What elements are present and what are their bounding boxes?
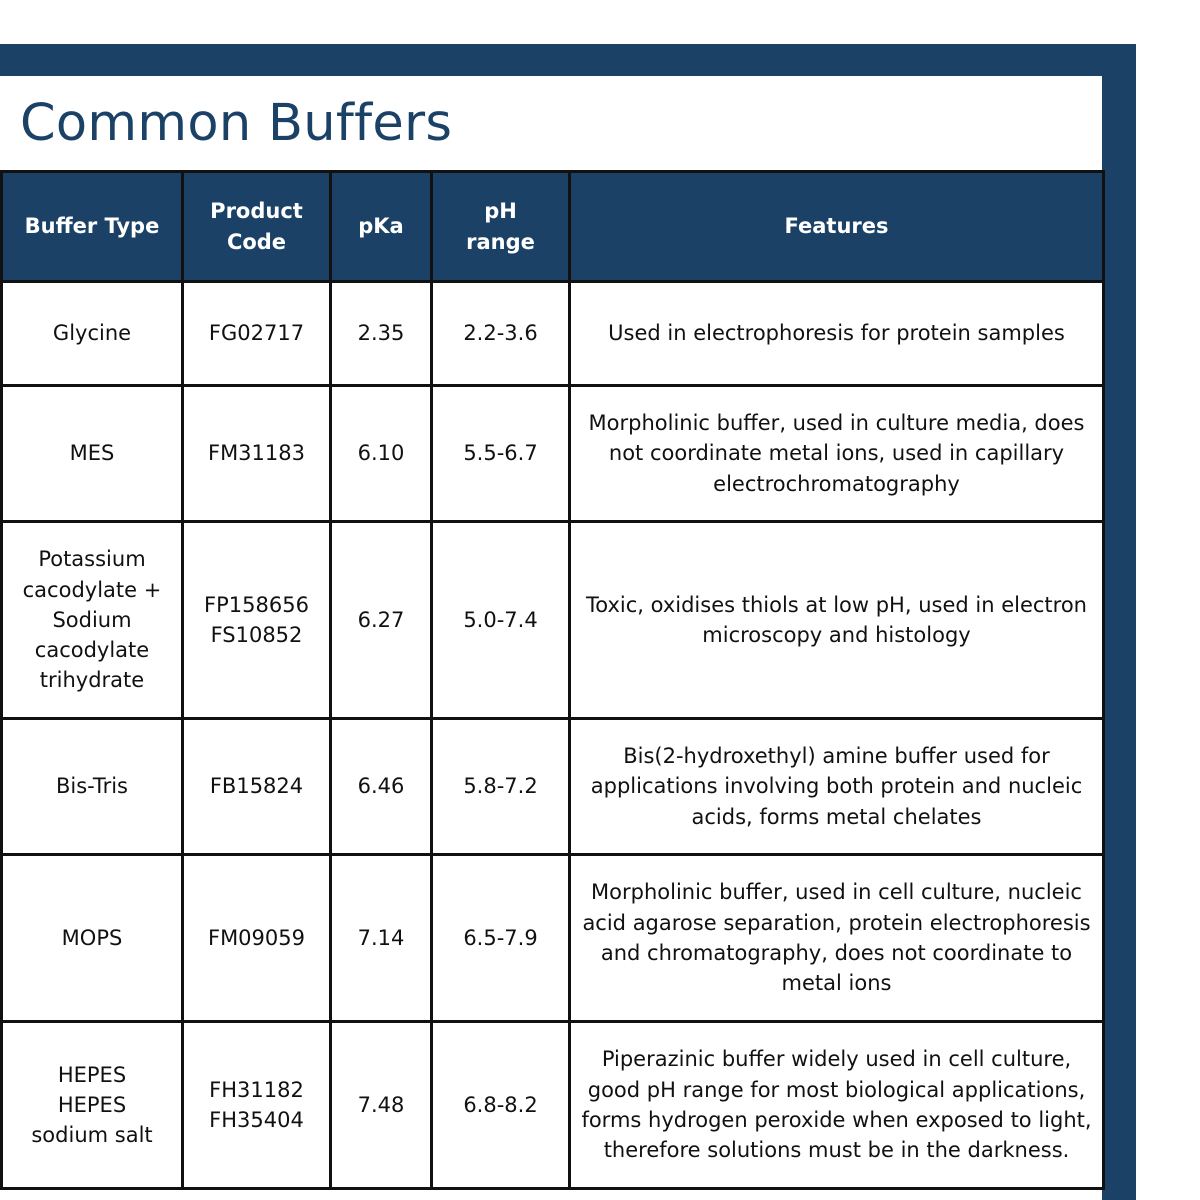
cell-text: 5.0-7.4 bbox=[463, 607, 538, 632]
cell-text: MOPS bbox=[61, 925, 123, 950]
cell-buffer-type bbox=[2, 522, 183, 719]
cell-text: 7.14 bbox=[357, 925, 405, 950]
cell-text: and chromatography, does not coordinate to bbox=[600, 941, 1073, 965]
cell-text: Features bbox=[784, 214, 889, 238]
cell-pka bbox=[331, 282, 432, 386]
cell-text: applications involving both protein and nucleic bbox=[590, 774, 1083, 799]
cell-text: Piperazinic buffer widely used in cell culture, bbox=[601, 1047, 1072, 1072]
cell-text: Bis-Tris bbox=[56, 774, 128, 799]
cell-text: acids, forms metal chelates bbox=[691, 804, 982, 829]
cell-text: forms hydrogen peroxide when exposed to light, bbox=[581, 1108, 1092, 1132]
cell-text: Code bbox=[226, 229, 287, 254]
cell-text: 6.5-7.9 bbox=[463, 925, 538, 950]
cell-ph-range bbox=[432, 386, 570, 522]
cell-text: FH35404 bbox=[209, 1108, 304, 1132]
cell-features bbox=[570, 1022, 1104, 1189]
cell-text: Potassium bbox=[38, 547, 146, 572]
cell-text: HEPES bbox=[57, 1062, 127, 1087]
cell-pka bbox=[331, 522, 432, 719]
cell-features bbox=[570, 386, 1104, 522]
cell-text: not coordinate metal ions, used in capillary bbox=[608, 441, 1065, 466]
cell-product-code bbox=[183, 282, 331, 386]
cell-features bbox=[570, 719, 1104, 855]
cell-text: MES bbox=[69, 441, 115, 466]
cell-text: microscopy and histology bbox=[702, 623, 971, 647]
cell-text: Used in electrophoresis for protein samples bbox=[608, 321, 1065, 346]
cell-product-code bbox=[183, 522, 331, 719]
header-buffer-type bbox=[2, 172, 183, 282]
table-row bbox=[2, 1022, 1104, 1189]
cell-ph-range bbox=[432, 1022, 570, 1189]
cell-product-code bbox=[183, 719, 331, 855]
cell-text: Morpholinic buffer, used in culture media, does bbox=[588, 411, 1085, 436]
cell-text: good pH range for most biological applications, bbox=[587, 1077, 1086, 1102]
cell-text: Product bbox=[210, 198, 303, 223]
header-pka bbox=[331, 172, 432, 282]
cell-text: Morpholinic buffer, used in cell culture, nucleic bbox=[591, 880, 1082, 905]
cell-features bbox=[570, 282, 1104, 386]
header-row bbox=[2, 172, 1104, 282]
cell-pka bbox=[331, 719, 432, 855]
cell-text: 6.8-8.2 bbox=[463, 1092, 538, 1117]
cell-text: 2.2-3.6 bbox=[463, 321, 538, 346]
cell-text: 7.48 bbox=[357, 1092, 405, 1117]
cell-text: Sodium bbox=[52, 607, 132, 632]
cell-ph-range bbox=[432, 522, 570, 719]
cell-buffer-type bbox=[2, 282, 183, 386]
cell-features bbox=[570, 522, 1104, 719]
cell-text: range bbox=[466, 229, 535, 254]
table-row bbox=[2, 719, 1104, 855]
cell-buffer-type bbox=[2, 1022, 183, 1189]
cell-text: FB15824 bbox=[209, 774, 304, 799]
cell-text: FS10852 bbox=[210, 623, 303, 647]
cell-pka bbox=[331, 1022, 432, 1189]
cell-text: 6.46 bbox=[357, 774, 405, 799]
cell-text: 5.8-7.2 bbox=[463, 774, 538, 799]
cell-features bbox=[570, 855, 1104, 1022]
cell-text: FG02717 bbox=[208, 321, 305, 346]
cell-text: sodium salt bbox=[31, 1123, 153, 1148]
cell-text: FH31182 bbox=[209, 1077, 304, 1102]
cell-text: therefore solutions must be in the darkness. bbox=[603, 1138, 1070, 1163]
cell-text: 6.10 bbox=[357, 441, 405, 466]
cell-text: FM31183 bbox=[207, 441, 305, 466]
cell-text: FM09059 bbox=[207, 925, 305, 950]
table-row bbox=[2, 522, 1104, 719]
cell-ph-range bbox=[432, 719, 570, 855]
cell-text: trihydrate bbox=[39, 668, 145, 693]
cell-text: 6.27 bbox=[357, 607, 405, 632]
cell-text: Glycine bbox=[52, 321, 132, 346]
cell-buffer-type bbox=[2, 855, 183, 1022]
cell-text: Buffer Type bbox=[24, 214, 160, 238]
cell-text: 5.5-6.7 bbox=[463, 441, 538, 466]
cell-text: metal ions bbox=[781, 971, 892, 996]
table-row bbox=[2, 855, 1104, 1022]
cell-buffer-type bbox=[2, 719, 183, 855]
cell-pka bbox=[331, 855, 432, 1022]
cell-ph-range bbox=[432, 855, 570, 1022]
header-product-code bbox=[183, 172, 331, 282]
cell-product-code bbox=[183, 386, 331, 522]
cell-text: Bis(2-hydroxethyl) amine buffer used for bbox=[623, 744, 1050, 769]
cell-text: cacodylate + bbox=[22, 577, 162, 602]
cell-text: cacodylate bbox=[34, 638, 150, 663]
cell-product-code bbox=[183, 855, 331, 1022]
cell-text: pKa bbox=[358, 214, 404, 238]
cell-ph-range bbox=[432, 282, 570, 386]
cell-text: electrochromatography bbox=[713, 471, 960, 496]
header-features bbox=[570, 172, 1104, 282]
cell-product-code bbox=[183, 1022, 331, 1189]
page-title: Common Buffers bbox=[20, 94, 453, 153]
cell-text: FP158656 bbox=[204, 592, 309, 617]
cell-text: HEPES bbox=[57, 1092, 127, 1117]
header-ph-range bbox=[432, 172, 570, 282]
cell-buffer-type bbox=[2, 386, 183, 522]
cell-text: Toxic, oxidises thiols at low pH, used in electron bbox=[586, 592, 1087, 617]
cell-text: acid agarose separation, protein electrophoresis bbox=[582, 910, 1091, 935]
cell-text: pH bbox=[484, 198, 517, 223]
cell-pka bbox=[331, 386, 432, 522]
buffers-table bbox=[0, 170, 1105, 1190]
table-row bbox=[2, 386, 1104, 522]
table-row bbox=[2, 282, 1104, 386]
cell-text: 2.35 bbox=[357, 321, 405, 346]
